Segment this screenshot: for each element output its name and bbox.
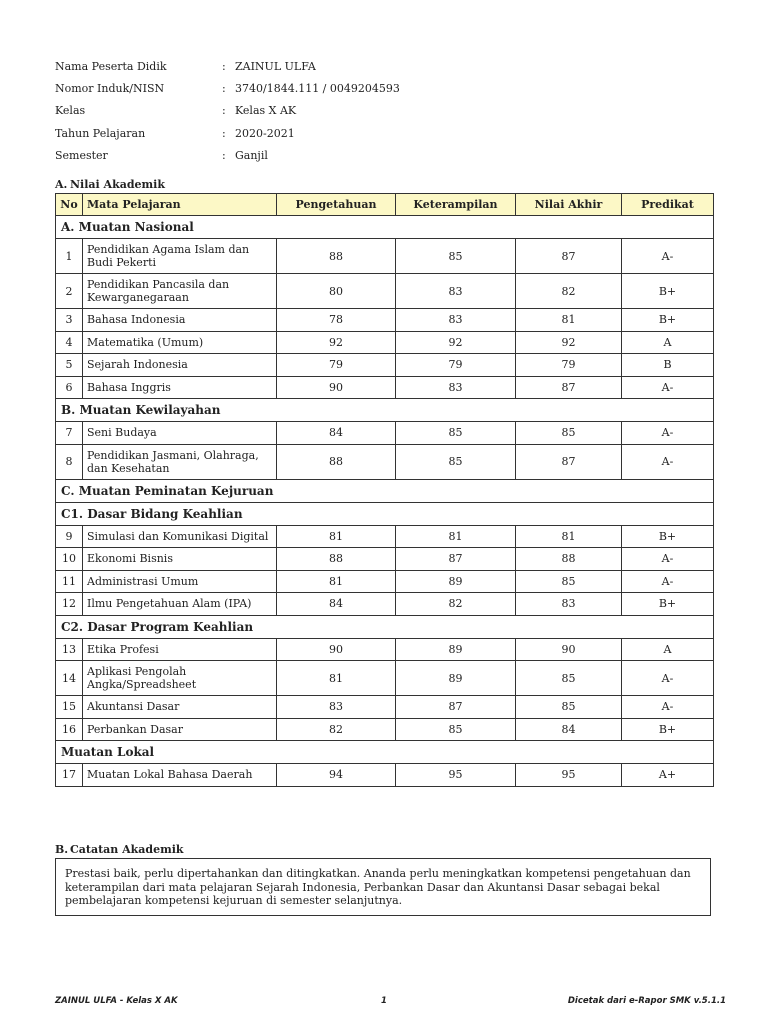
cell-subject: Pendidikan Agama Islam dan Budi Pekerti [83, 239, 277, 274]
cell-subject: Administrasi Umum [83, 570, 277, 593]
cell-no: 9 [56, 525, 83, 548]
cell-subject: Etika Profesi [83, 638, 277, 661]
cell-knowledge: 88 [277, 548, 396, 571]
table-row [56, 593, 714, 616]
info-row-class [55, 100, 400, 122]
cell-grade: A- [622, 570, 714, 593]
cell-knowledge: 81 [277, 525, 396, 548]
info-label: Nomor Induk/NISN [55, 81, 165, 95]
student-info [55, 55, 400, 166]
cell-final: 95 [516, 764, 622, 787]
group-title: C1. Dasar Bidang Keahlian [56, 502, 714, 525]
cell-no: 6 [56, 376, 83, 399]
info-label: Kelas [55, 104, 86, 118]
cell-subject: Ilmu Pengetahuan Alam (IPA) [83, 593, 277, 616]
cell-final: 92 [516, 331, 622, 354]
footer-page-number: 1 [381, 996, 387, 1006]
info-value: ZAINUL ULFA [235, 59, 316, 73]
cell-knowledge: 80 [277, 274, 396, 309]
section-a-title [55, 178, 165, 191]
cell-knowledge: 81 [277, 661, 396, 696]
cell-final: 79 [516, 354, 622, 377]
table-row [56, 444, 714, 479]
group-row [56, 615, 714, 638]
table-row [56, 309, 714, 332]
cell-subject: Muatan Lokal Bahasa Daerah [83, 764, 277, 787]
cell-subject: Aplikasi Pengolah Angka/Spreadsheet [83, 661, 277, 696]
cell-skill: 89 [396, 661, 516, 696]
table-row [56, 331, 714, 354]
cell-skill: 92 [396, 331, 516, 354]
info-value: 2020-2021 [235, 126, 295, 140]
cell-final: 82 [516, 274, 622, 309]
footer-student: ZAINUL ULFA - Kelas X AK [55, 996, 178, 1006]
cell-subject: Perbankan Dasar [83, 718, 277, 741]
cell-knowledge: 78 [277, 309, 396, 332]
cell-subject: Seni Budaya [83, 422, 277, 445]
table-row [56, 274, 714, 309]
info-value: Ganjil [235, 148, 268, 162]
cell-grade: A+ [622, 764, 714, 787]
cell-knowledge: 81 [277, 570, 396, 593]
info-colon: : [222, 126, 226, 140]
cell-knowledge: 88 [277, 444, 396, 479]
info-row-year [55, 122, 400, 144]
table-row [56, 548, 714, 571]
cell-final: 85 [516, 661, 622, 696]
info-row-semester [55, 144, 400, 166]
group-title: C2. Dasar Program Keahlian [56, 615, 714, 638]
header-no: No [56, 194, 83, 216]
cell-grade: B [622, 354, 714, 377]
cell-grade: A- [622, 239, 714, 274]
cell-subject: Akuntansi Dasar [83, 696, 277, 719]
cell-no: 12 [56, 593, 83, 616]
cell-no: 10 [56, 548, 83, 571]
cell-knowledge: 94 [277, 764, 396, 787]
cell-skill: 85 [396, 444, 516, 479]
cell-final: 85 [516, 570, 622, 593]
cell-grade: B+ [622, 274, 714, 309]
cell-knowledge: 82 [277, 718, 396, 741]
header-subject: Mata Pelajaran [83, 194, 277, 216]
cell-skill: 89 [396, 638, 516, 661]
group-title: B. Muatan Kewilayahan [56, 399, 714, 422]
table-row [56, 376, 714, 399]
cell-knowledge: 83 [277, 696, 396, 719]
cell-subject: Pendidikan Pancasila dan Kewarganegaraan [83, 274, 277, 309]
cell-grade: A [622, 638, 714, 661]
table-row [56, 525, 714, 548]
table-row [56, 570, 714, 593]
cell-grade: B+ [622, 593, 714, 616]
cell-skill: 89 [396, 570, 516, 593]
info-label: Nama Peserta Didik [55, 59, 167, 73]
cell-grade: A- [622, 696, 714, 719]
cell-skill: 85 [396, 239, 516, 274]
header-final: Nilai Akhir [516, 194, 622, 216]
table-row [56, 354, 714, 377]
grades-body [56, 216, 714, 787]
table-row [56, 239, 714, 274]
section-text: Catatan Akademik [70, 843, 184, 856]
cell-grade: A- [622, 444, 714, 479]
cell-subject: Simulasi dan Komunikasi Digital [83, 525, 277, 548]
group-row [56, 741, 714, 764]
cell-final: 87 [516, 444, 622, 479]
header-grade: Predikat [622, 194, 714, 216]
table-row [56, 422, 714, 445]
cell-skill: 95 [396, 764, 516, 787]
grades-table [55, 193, 714, 787]
cell-skill: 83 [396, 376, 516, 399]
section-b-title [55, 843, 184, 856]
cell-final: 85 [516, 696, 622, 719]
cell-grade: A- [622, 548, 714, 571]
table-row [56, 718, 714, 741]
cell-no: 7 [56, 422, 83, 445]
cell-final: 87 [516, 239, 622, 274]
group-row [56, 399, 714, 422]
header-skill: Keterampilan [396, 194, 516, 216]
group-title: C. Muatan Peminatan Kejuruan [56, 479, 714, 502]
cell-no: 4 [56, 331, 83, 354]
academic-note: Prestasi baik, perlu dipertahankan dan ditingkatkan. Ananda perlu meningkatkan kompetensi pengetahuan dan keterampilan dari mata pelajaran Sejarah Indonesia, Perbankan Dasar dan Akuntansi Dasar sebagai bekal pembelajaran kompetensi kejuruan di semester selanjutnya. [55, 858, 711, 916]
cell-no: 3 [56, 309, 83, 332]
cell-knowledge: 79 [277, 354, 396, 377]
cell-final: 88 [516, 548, 622, 571]
cell-no: 1 [56, 239, 83, 274]
cell-knowledge: 88 [277, 239, 396, 274]
cell-no: 14 [56, 661, 83, 696]
cell-final: 81 [516, 309, 622, 332]
table-header-row [56, 194, 714, 216]
info-colon: : [222, 59, 226, 73]
info-label: Semester [55, 148, 108, 162]
cell-knowledge: 92 [277, 331, 396, 354]
cell-skill: 83 [396, 274, 516, 309]
info-row-nisn [55, 77, 400, 99]
cell-knowledge: 84 [277, 422, 396, 445]
cell-subject: Bahasa Indonesia [83, 309, 277, 332]
cell-no: 5 [56, 354, 83, 377]
cell-final: 81 [516, 525, 622, 548]
cell-knowledge: 90 [277, 638, 396, 661]
cell-no: 16 [56, 718, 83, 741]
cell-skill: 82 [396, 593, 516, 616]
info-label: Tahun Pelajaran [55, 126, 146, 140]
cell-skill: 85 [396, 422, 516, 445]
cell-grade: A- [622, 422, 714, 445]
cell-grade: A- [622, 661, 714, 696]
info-value: 3740/1844.111 / 0049204593 [235, 81, 400, 95]
cell-subject: Bahasa Inggris [83, 376, 277, 399]
group-row [56, 216, 714, 239]
cell-final: 84 [516, 718, 622, 741]
cell-skill: 87 [396, 548, 516, 571]
cell-grade: A- [622, 376, 714, 399]
cell-skill: 81 [396, 525, 516, 548]
info-value: Kelas X AK [235, 104, 297, 118]
group-title: A. Muatan Nasional [56, 216, 714, 239]
cell-no: 11 [56, 570, 83, 593]
footer-printed-by: Dicetak dari e-Rapor SMK v.5.1.1 [567, 996, 726, 1006]
cell-grade: B+ [622, 309, 714, 332]
cell-no: 13 [56, 638, 83, 661]
info-colon: : [222, 81, 226, 95]
cell-grade: A [622, 331, 714, 354]
cell-skill: 85 [396, 718, 516, 741]
cell-final: 87 [516, 376, 622, 399]
table-row [56, 638, 714, 661]
info-colon: : [222, 148, 226, 162]
cell-skill: 87 [396, 696, 516, 719]
table-row [56, 661, 714, 696]
table-row [56, 764, 714, 787]
cell-final: 83 [516, 593, 622, 616]
cell-no: 15 [56, 696, 83, 719]
group-row [56, 479, 714, 502]
cell-skill: 79 [396, 354, 516, 377]
cell-skill: 83 [396, 309, 516, 332]
info-row-name [55, 55, 400, 77]
table-row [56, 696, 714, 719]
cell-no: 8 [56, 444, 83, 479]
cell-subject: Pendidikan Jasmani, Olahraga, dan Kesehatan [83, 444, 277, 479]
cell-subject: Ekonomi Bisnis [83, 548, 277, 571]
cell-final: 90 [516, 638, 622, 661]
cell-final: 85 [516, 422, 622, 445]
cell-grade: B+ [622, 525, 714, 548]
section-text: Nilai Akademik [70, 178, 165, 191]
cell-knowledge: 84 [277, 593, 396, 616]
section-letter: A. [55, 178, 68, 191]
section-letter: B. [55, 843, 69, 856]
info-colon: : [222, 104, 226, 118]
cell-knowledge: 90 [277, 376, 396, 399]
group-row [56, 502, 714, 525]
cell-no: 2 [56, 274, 83, 309]
cell-no: 17 [56, 764, 83, 787]
group-title: Muatan Lokal [56, 741, 714, 764]
cell-subject: Matematika (Umum) [83, 331, 277, 354]
cell-subject: Sejarah Indonesia [83, 354, 277, 377]
header-knowledge: Pengetahuan [277, 194, 396, 216]
cell-grade: B+ [622, 718, 714, 741]
